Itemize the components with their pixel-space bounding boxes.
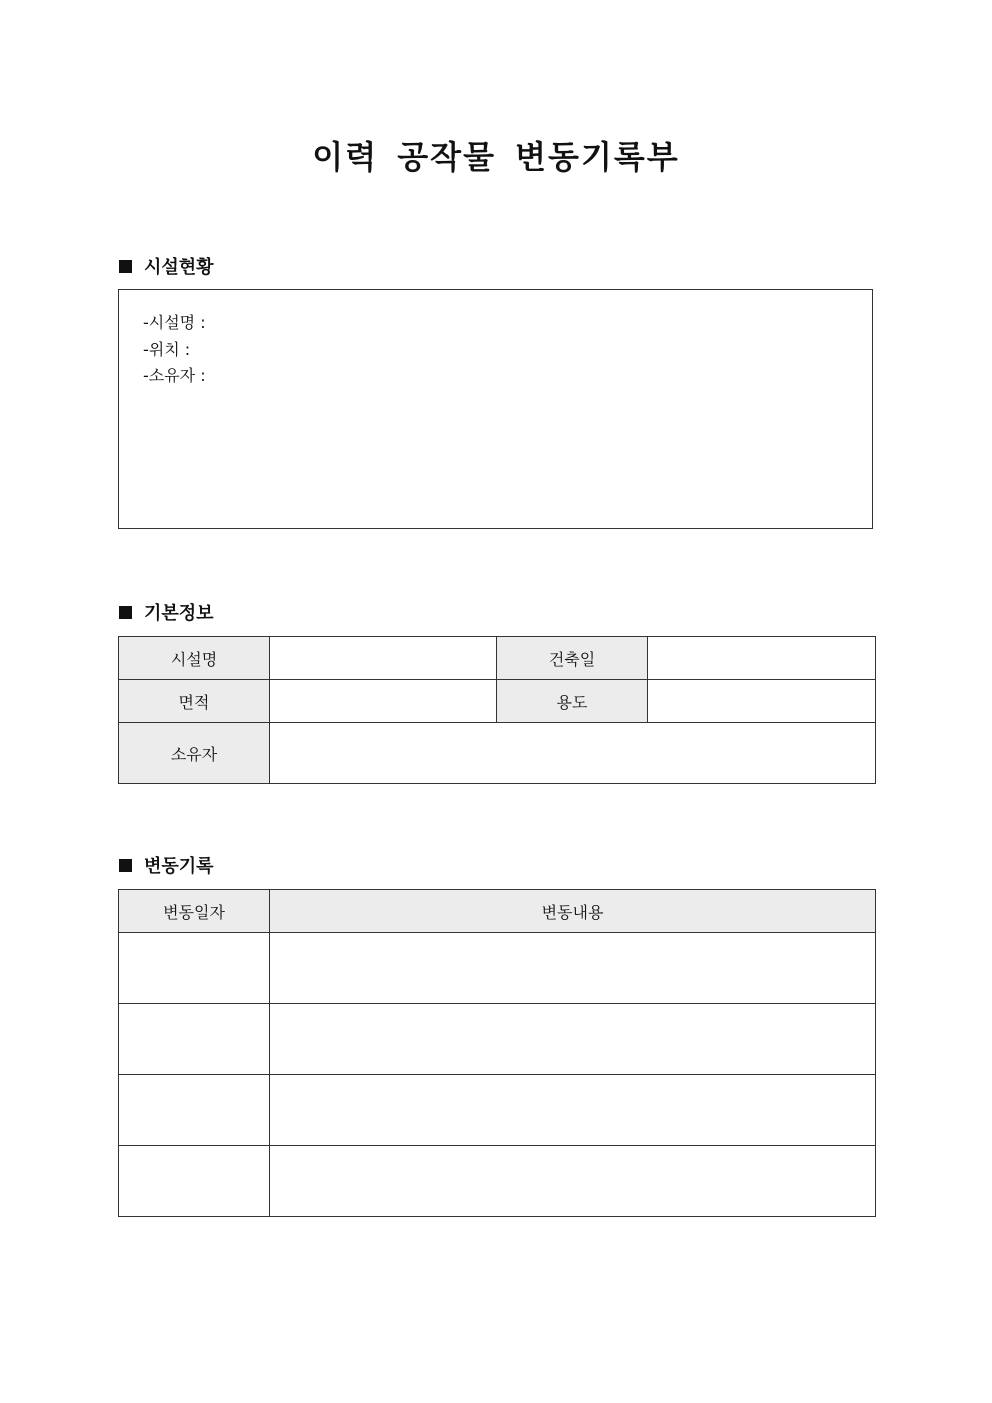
square-bullet-icon [119,260,132,273]
table-row [119,1004,876,1075]
area-label: 면적 [119,680,270,723]
square-bullet-icon [119,859,132,872]
square-bullet-icon [119,606,132,619]
table-row [119,1075,876,1146]
change-date-cell[interactable] [119,1075,270,1146]
section-heading-basic-label: 기본정보 [144,603,214,624]
owner-value[interactable] [270,723,876,784]
facility-name-label: 시설명 [119,637,270,680]
change-record-table [118,889,876,1217]
change-content-cell[interactable] [270,1075,876,1146]
table-row [119,933,876,1004]
basic-info-table [118,636,876,784]
section-heading-basic [119,599,214,625]
status-line-facility-name: -시설명 : [143,313,206,332]
construction-date-value[interactable] [648,637,876,680]
change-date-cell[interactable] [119,1004,270,1075]
status-line-owner: -소유자 : [143,366,206,385]
table-row [119,1146,876,1217]
facility-name-value[interactable] [270,637,497,680]
section-heading-change [119,852,214,878]
change-content-cell[interactable] [270,1146,876,1217]
usage-value[interactable] [648,680,876,723]
status-line-location: -위치 : [143,339,191,359]
section-heading-change-label: 변동기록 [144,856,214,877]
status-box[interactable] [118,289,873,529]
table-row [119,637,876,680]
change-content-cell[interactable] [270,1004,876,1075]
column-header-change-content: 변동내용 [270,890,876,933]
owner-label: 소유자 [119,723,270,784]
change-date-cell[interactable] [119,1146,270,1217]
usage-label: 용도 [497,680,648,723]
table-header-row [119,890,876,933]
area-value[interactable] [270,680,497,723]
table-row [119,680,876,723]
column-header-change-date: 변동일자 [119,890,270,933]
table-row [119,723,876,784]
construction-date-label: 건축일 [497,637,648,680]
document-title: 이력 공작물 변동기록부 [312,138,680,176]
section-heading-status [119,253,214,279]
change-content-cell[interactable] [270,933,876,1004]
change-date-cell[interactable] [119,933,270,1004]
section-heading-status-label: 시설현황 [144,257,214,278]
